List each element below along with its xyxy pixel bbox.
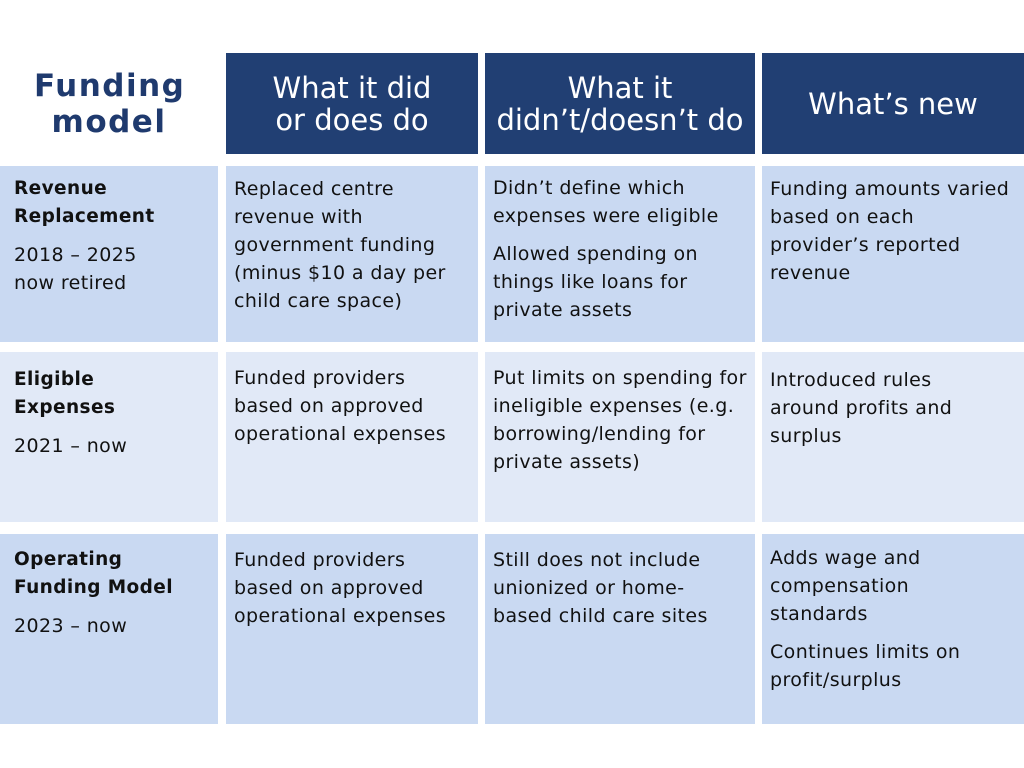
column-header-did xyxy=(226,53,478,154)
cell-didnt xyxy=(485,166,755,342)
row-period: 2021 – now xyxy=(14,435,128,457)
cell-text: Put limits on spending for ineligible expenses (e.g. borrowing/lending for private assets) xyxy=(493,367,747,473)
row-period: 2018 – 2025 now retired xyxy=(14,244,137,294)
cell-did xyxy=(226,534,478,724)
row-header-revenue-replacement xyxy=(0,166,218,342)
cell-text: Introduced rules around profits and surplus xyxy=(770,369,953,447)
column-header-new xyxy=(762,53,1024,154)
cell-didnt xyxy=(485,534,755,724)
row-name: Operating Funding Model xyxy=(14,549,173,598)
cell-new xyxy=(762,166,1024,342)
cell-text: Funded providers based on approved operational expenses xyxy=(234,549,447,627)
row-name: Revenue Replacement xyxy=(14,178,155,227)
column-header-didnt xyxy=(485,53,755,154)
row-name: Eligible Expenses xyxy=(14,369,116,418)
column-header-new-label: What’s new xyxy=(808,86,978,121)
cell-text: Funding amounts varied based on each provider’s reported revenue xyxy=(770,178,1010,284)
column-header-did-label: What it did or does do xyxy=(272,70,432,137)
cell-text: Didn’t define which expenses were eligible xyxy=(493,177,719,227)
cell-new xyxy=(762,352,1024,522)
cell-text: Funded providers based on approved operational expenses xyxy=(234,367,447,445)
column-header-didnt-label: What it didn’t/doesn’t do xyxy=(496,70,744,137)
row-period: 2023 – now xyxy=(14,615,128,637)
row-header-operating-funding-model xyxy=(0,534,218,724)
cell-text: Continues limits on profit/surplus xyxy=(770,641,961,691)
cell-text: Allowed spending on things like loans for private assets xyxy=(493,243,698,321)
cell-text: Replaced centre revenue with government funding (minus $10 a day per child care space) xyxy=(234,178,446,312)
cell-didnt xyxy=(485,352,755,522)
table-title-text: Funding model xyxy=(34,67,186,140)
row-header-eligible-expenses xyxy=(0,352,218,522)
cell-did xyxy=(226,166,478,342)
cell-did xyxy=(226,352,478,522)
cell-new xyxy=(762,534,1024,724)
table-title xyxy=(0,53,218,154)
cell-text: Adds wage and compensation standards xyxy=(770,547,921,625)
cell-text: Still does not include unionized or home-based child care sites xyxy=(493,549,708,627)
